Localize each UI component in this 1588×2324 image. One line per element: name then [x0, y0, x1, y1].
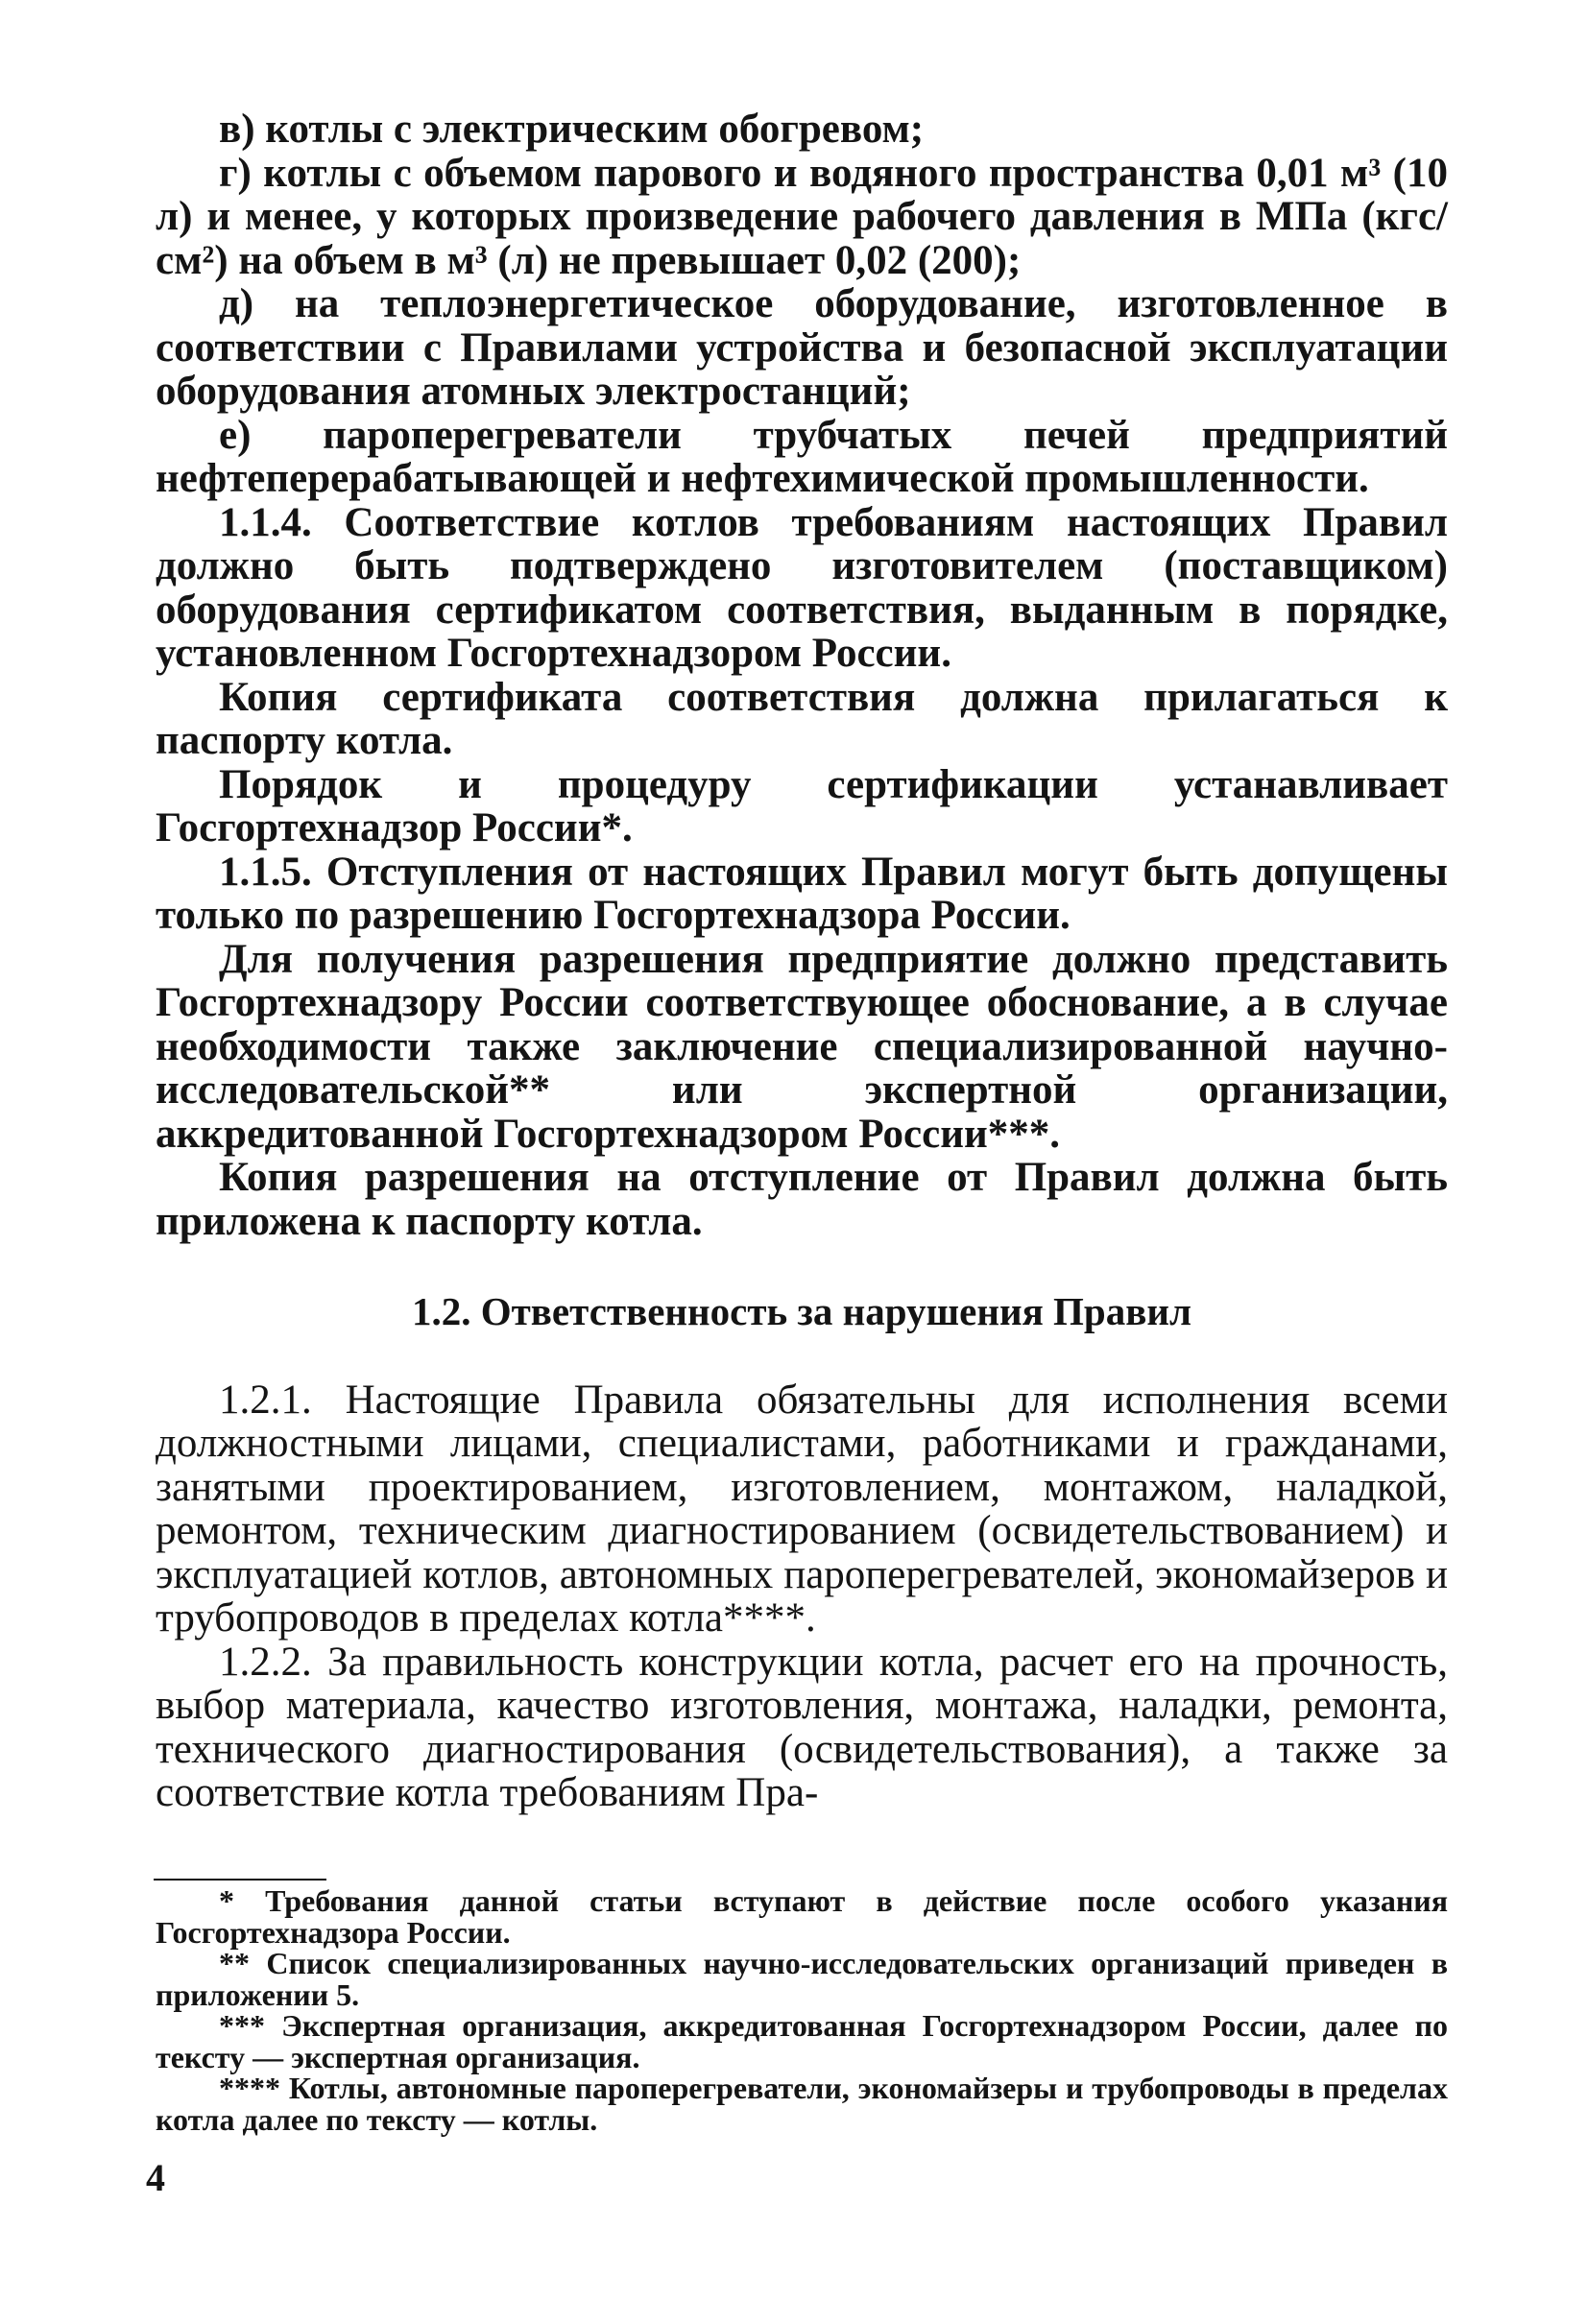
- footnote-3: *** Экспертная организация, аккредитованная Госгортехнадзором России, далее по тексту — экспертная организация.: [156, 2008, 1448, 2074]
- footnote-4: **** Котлы, автономные пароперегреватели, экономайзеры и трубопроводы в пределах котла далее по тексту — котлы.: [156, 2071, 1448, 2137]
- section-1-1-continuation: [156, 108, 1448, 1243]
- paragraph-1-1-5: 1.1.5. Отступления от настоящих Правил могут быть допущены только по разрешению Госгортехнадзора России.: [156, 849, 1448, 938]
- paragraph-certification-procedure: Порядок и процедуру сертификации устанавливает Госгортехнадзор России*.: [156, 761, 1448, 851]
- footnote-1: * Требования данной статьи вступают в действие после особого указания Госгортехнадзора России.: [156, 1883, 1448, 1950]
- page-number: 4: [146, 2156, 165, 2199]
- paragraph-item-g: г) котлы с объемом парового и водяного пространства 0,01 м³ (10 л) и менее, у которых произведение рабочего давления в МПа (кгс/см²) на объем в м³ (л) не превышает 0,02 (200);: [156, 150, 1448, 283]
- paragraph-1-2-1: 1.2.1. Настоящие Правила обязательны для исполнения всеми должностными лицами, специалистами, работниками и гражданами, занятыми проектированием, изготовлением, монтажом, наладкой, ремонтом, техническим диагностированием (освидетельствованием) и эксплуатацией котлов, автономных пароперегревателей, экономайзеров и трубопроводов в пределах котла****.: [156, 1377, 1448, 1641]
- main-text: [156, 108, 1448, 1815]
- footnote-divider: [154, 1879, 326, 1881]
- paragraph-permission-copy: Копия разрешения на отступление от Правил должна быть приложена к паспорту котла.: [156, 1155, 1448, 1244]
- footnote-2: ** Список специализированных научно-исследовательских организаций приведен в приложении 5.: [156, 1946, 1448, 2012]
- section-1-2: [156, 1378, 1448, 1815]
- paragraph-permission-request: Для получения разрешения предприятие должно представить Госгортехнадзору России соответствующее обоснование, а в случае необходимости также заключение специализированной научно-исследовательской** или экспертной организации, аккредитованной Госгортехнадзором России***.: [156, 936, 1448, 1157]
- paragraph-item-d: д) на теплоэнергетическое оборудование, изготовленное в соответствии с Правилами устройства и безопасной эксплуатации оборудования атомных электростанций;: [156, 281, 1448, 414]
- paragraph-1-2-2: 1.2.2. За правильность конструкции котла, расчет его на прочность, выбор материала, качество изготовления, монтажа, наладки, ремонта, технического диагностирования (освидетельствования), а также за соответствие котла требованиям Пра-: [156, 1639, 1448, 1815]
- paragraph-certificate-copy: Копия сертификата соответствия должна прилагаться к паспорту котла.: [156, 674, 1448, 763]
- paragraph-1-1-4: 1.1.4. Соответствие котлов требованиям настоящих Правил должно быть подтверждено изготовителем (поставщиком) оборудования сертификатом соответствия, выданным в порядке, установленном Госгортехнадзором России.: [156, 499, 1448, 676]
- footnotes: [156, 1885, 1448, 2135]
- paragraph-item-v: в) котлы с электрическим обогревом;: [219, 107, 925, 152]
- paragraph-item-e: е) пароперегреватели трубчатых печей предприятий нефтеперерабатывающей и нефтехимической промышленности.: [156, 412, 1448, 501]
- section-heading-1-2: 1.2. Ответственность за нарушения Правил: [411, 1289, 1191, 1333]
